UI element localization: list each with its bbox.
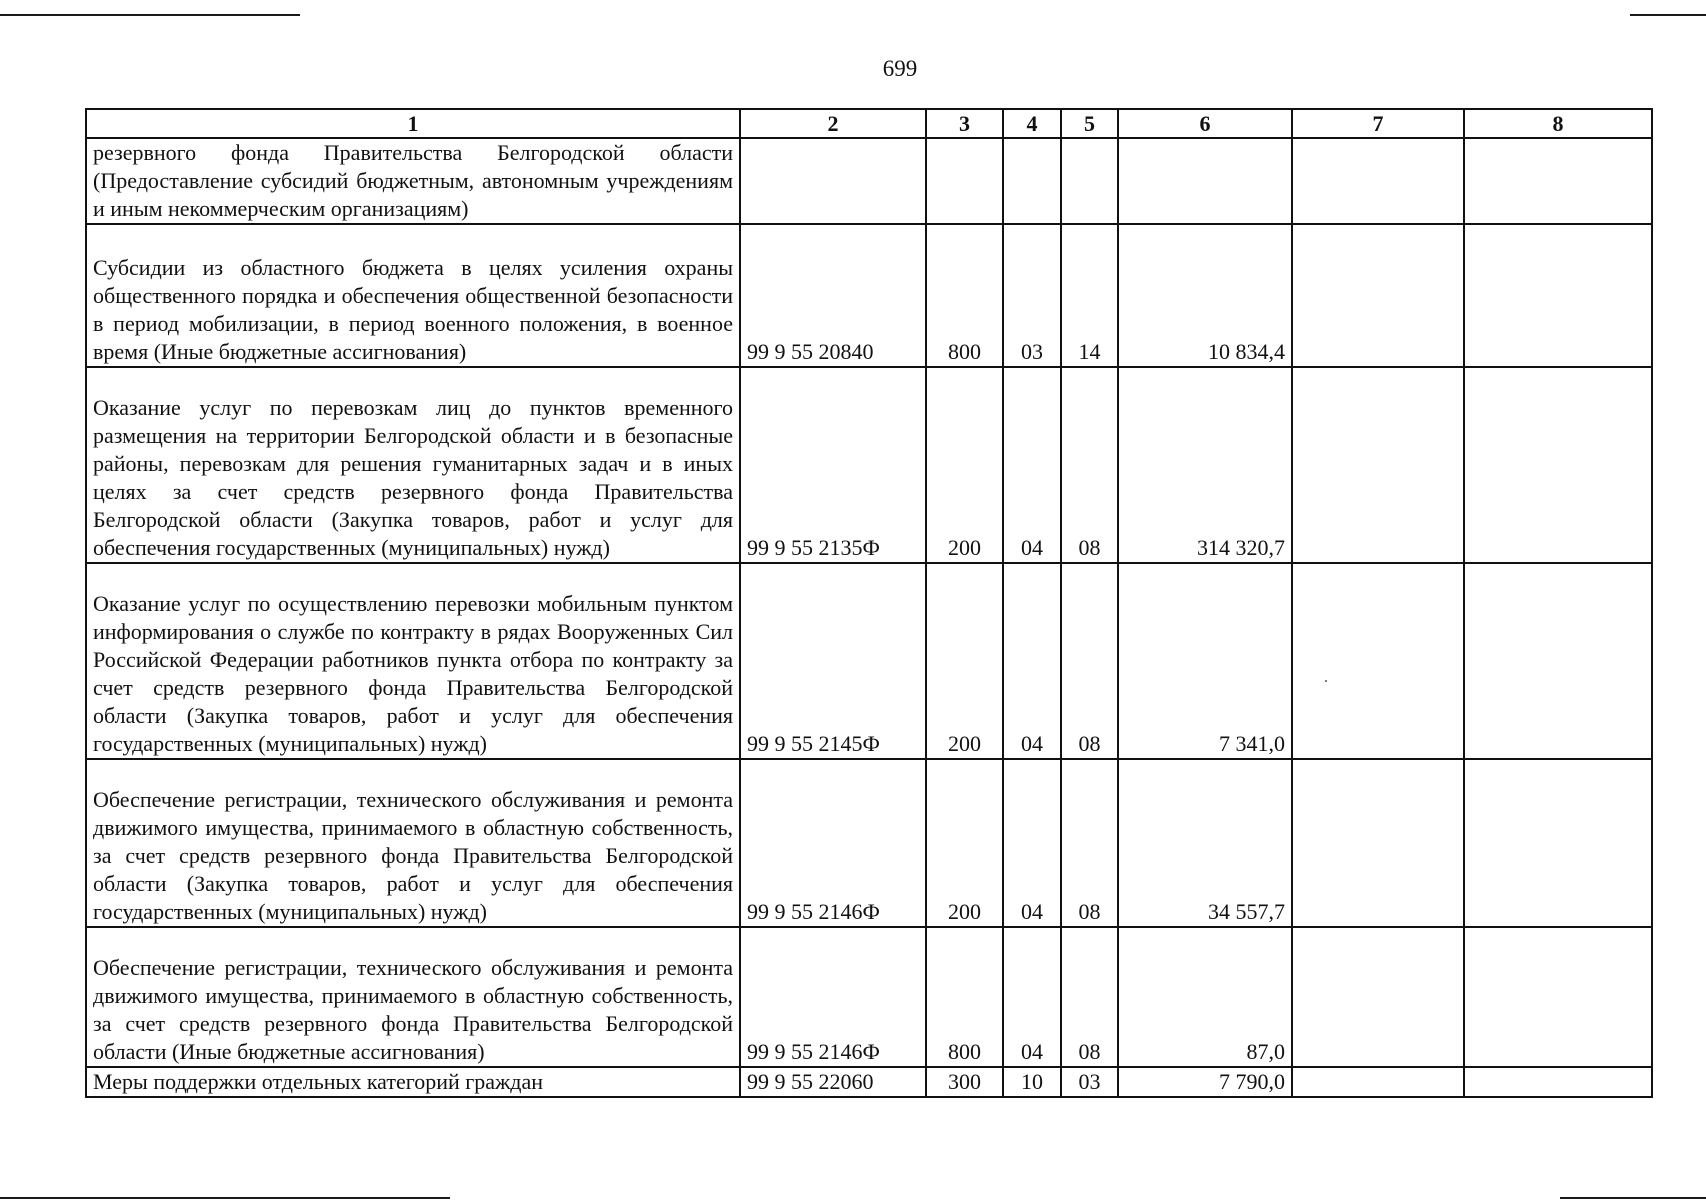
row-amount	[1118, 138, 1292, 224]
header-col-7: 7	[1292, 109, 1464, 138]
row-col8	[1464, 138, 1652, 224]
row-col7	[1292, 367, 1464, 563]
row-col7	[1292, 224, 1464, 367]
row-amount: 34 557,7	[1118, 759, 1292, 927]
row-amount: 7 341,0	[1118, 563, 1292, 759]
table-row	[86, 138, 1652, 224]
header-col-1: 1	[86, 109, 740, 138]
row-col7	[1292, 563, 1464, 759]
row-amount: 87,0	[1118, 927, 1292, 1067]
row-col4: 04	[1003, 759, 1061, 927]
row-col8	[1464, 1067, 1652, 1097]
scan-edge-top-left	[0, 14, 300, 16]
row-col3: 200	[926, 563, 1003, 759]
header-col-3: 3	[926, 109, 1003, 138]
row-col4: 04	[1003, 927, 1061, 1067]
row-description: Обеспечение регистрации, технического обслуживания и ремонта движимого имущества, принимаемого в областную собственность, за счет средств резервного фонда Правительства Белгородской области (Закупка товаров, работ и услуг для обеспечения государственных (муниципальных) нужд)	[86, 759, 740, 927]
row-col3: 800	[926, 927, 1003, 1067]
scan-edge-bottom-left	[0, 1197, 450, 1199]
table-row	[86, 563, 1652, 759]
row-code: 99 9 55 2146Ф	[740, 759, 926, 927]
header-col-8: 8	[1464, 109, 1652, 138]
row-description: резервного фонда Правительства Белгородской области (Предоставление субсидий бюджетным, автономным учреждениям и иным некоммерческим организациям)	[86, 138, 740, 224]
header-row	[86, 109, 1652, 138]
row-col7	[1292, 927, 1464, 1067]
row-code: 99 9 55 2135Ф	[740, 367, 926, 563]
row-amount: 314 320,7	[1118, 367, 1292, 563]
header-col-5: 5	[1061, 109, 1118, 138]
row-description: Оказание услуг по перевозкам лиц до пунктов временного размещения на территории Белгородской области и в безопасные районы, перевозкам для решения гуманитарных задач и в иных целях за счет средств резервного фонда Правительства Белгородской области (Закупка товаров, работ и услуг для обеспечения государственных (муниципальных) нужд)	[86, 367, 740, 563]
row-col3: 800	[926, 224, 1003, 367]
row-amount: 7 790,0	[1118, 1067, 1292, 1097]
row-col5: 08	[1061, 563, 1118, 759]
table-row	[86, 759, 1652, 927]
page-number: 699	[882, 56, 918, 81]
row-col5: 08	[1061, 367, 1118, 563]
row-col5	[1061, 138, 1118, 224]
row-code: 99 9 55 20840	[740, 224, 926, 367]
row-col8	[1464, 563, 1652, 759]
row-col4	[1003, 138, 1061, 224]
row-col3: 300	[926, 1067, 1003, 1097]
row-col8	[1464, 367, 1652, 563]
row-col5: 08	[1061, 759, 1118, 927]
row-code: 99 9 55 22060	[740, 1067, 926, 1097]
table-row	[86, 927, 1652, 1067]
row-col4: 10	[1003, 1067, 1061, 1097]
row-col7	[1292, 1067, 1464, 1097]
row-description: Оказание услуг по осуществлению перевозки мобильным пунктом информирования о службе по контракту в рядах Вооруженных Сил Российской Федерации работников пункта отбора по контракту за счет средств резервного фонда Правительства Белгородской области (Закупка товаров, работ и услуг для обеспечения государственных (муниципальных) нужд)	[86, 563, 740, 759]
row-col3: 200	[926, 759, 1003, 927]
scan-edge-bottom-right	[1560, 1197, 1706, 1199]
header-col-6: 6	[1118, 109, 1292, 138]
row-col3	[926, 138, 1003, 224]
table-row	[86, 224, 1652, 367]
header-col-2: 2	[740, 109, 926, 138]
row-col4: 04	[1003, 367, 1061, 563]
scan-edge-top-right	[1630, 14, 1706, 16]
row-col7	[1292, 138, 1464, 224]
row-description: Субсидии из областного бюджета в целях усиления охраны общественного порядка и обеспечения общественной безопасности в период мобилизации, в период военного положения, в военное время (Иные бюджетные ассигнования)	[86, 224, 740, 367]
row-col3: 200	[926, 367, 1003, 563]
row-col5: 08	[1061, 927, 1118, 1067]
row-col5: 03	[1061, 1067, 1118, 1097]
row-col4: 04	[1003, 563, 1061, 759]
row-code: 99 9 55 2146Ф	[740, 927, 926, 1067]
row-col4: 03	[1003, 224, 1061, 367]
table-row	[86, 1067, 1652, 1097]
row-description: Обеспечение регистрации, технического обслуживания и ремонта движимого имущества, принимаемого в областную собственность, за счет средств резервного фонда Правительства Белгородской области (Иные бюджетные ассигнования)	[86, 927, 740, 1067]
row-col7	[1292, 759, 1464, 927]
row-description: Меры поддержки отдельных категорий граждан	[86, 1067, 740, 1097]
row-amount: 10 834,4	[1118, 224, 1292, 367]
row-col5: 14	[1061, 224, 1118, 367]
row-code	[740, 138, 926, 224]
table-row	[86, 367, 1652, 563]
header-col-4: 4	[1003, 109, 1061, 138]
row-col8	[1464, 927, 1652, 1067]
row-col8	[1464, 759, 1652, 927]
row-code: 99 9 55 2145Ф	[740, 563, 926, 759]
row-col8	[1464, 224, 1652, 367]
budget-table	[85, 108, 1653, 1098]
scan-speck	[1325, 680, 1327, 682]
